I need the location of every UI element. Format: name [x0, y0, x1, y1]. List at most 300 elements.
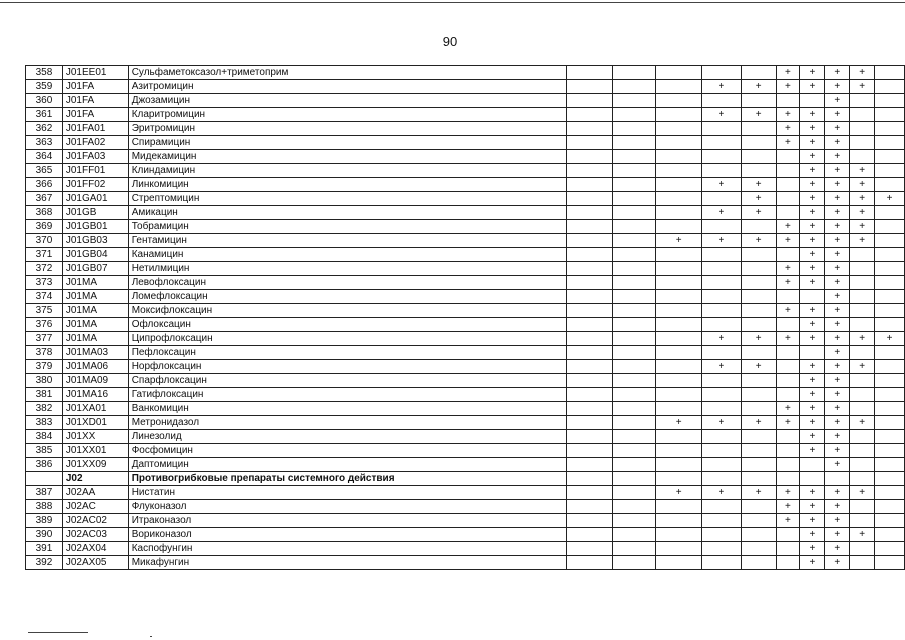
empty-mark-cell: [567, 80, 613, 94]
drug-name-cell: Эритромицин: [128, 122, 566, 136]
empty-mark-cell: [567, 528, 613, 542]
empty-mark-cell: [656, 430, 702, 444]
row-number-cell: 375: [26, 304, 63, 318]
atc-code-cell: J01FA: [62, 94, 128, 108]
row-number-cell: 387: [26, 486, 63, 500]
row-number-cell: 359: [26, 80, 63, 94]
empty-mark-cell: [850, 458, 875, 472]
empty-mark-cell: [567, 500, 613, 514]
atc-code-cell: J01GB07: [62, 262, 128, 276]
atc-code-cell: J01MA06: [62, 360, 128, 374]
table-row: [26, 514, 905, 528]
empty-mark-cell: [612, 178, 656, 192]
empty-mark-cell: [612, 234, 656, 248]
empty-mark-cell: [702, 458, 742, 472]
empty-mark-cell: [656, 178, 702, 192]
empty-mark-cell: [776, 150, 800, 164]
drug-name-cell: Офлоксацин: [128, 318, 566, 332]
empty-mark-cell: [741, 136, 776, 150]
plus-mark-cell: +: [825, 262, 850, 276]
plus-mark-cell: +: [825, 402, 850, 416]
empty-mark-cell: [612, 458, 656, 472]
plus-mark-cell: +: [800, 108, 825, 122]
drug-name-cell: Нистатин: [128, 486, 566, 500]
plus-mark-cell: +: [825, 542, 850, 556]
row-number-cell: 392: [26, 556, 63, 570]
empty-mark-cell: [776, 430, 800, 444]
plus-mark-cell: +: [800, 430, 825, 444]
empty-mark-cell: [612, 192, 656, 206]
empty-mark-cell: [656, 444, 702, 458]
empty-mark-cell: [875, 304, 905, 318]
empty-mark-cell: [776, 388, 800, 402]
empty-mark-cell: [850, 304, 875, 318]
drug-name-cell: Амикацин: [128, 206, 566, 220]
empty-mark-cell: [702, 220, 742, 234]
empty-mark-cell: [850, 374, 875, 388]
atc-code-cell: J01MA09: [62, 374, 128, 388]
empty-mark-cell: [875, 108, 905, 122]
table-row: [26, 66, 905, 80]
plus-mark-cell: +: [741, 486, 776, 500]
empty-mark-cell: [850, 122, 875, 136]
table-row: [26, 178, 905, 192]
plus-mark-cell: +: [825, 276, 850, 290]
plus-mark-cell: +: [800, 220, 825, 234]
plus-mark-cell: +: [800, 234, 825, 248]
empty-mark-cell: [850, 500, 875, 514]
empty-mark-cell: [850, 402, 875, 416]
empty-mark-cell: [567, 514, 613, 528]
drug-name-cell: Джозамицин: [128, 94, 566, 108]
plus-mark-cell: +: [800, 304, 825, 318]
empty-mark-cell: [567, 458, 613, 472]
plus-mark-cell: +: [850, 206, 875, 220]
row-number-cell: 360: [26, 94, 63, 108]
plus-mark-cell: +: [656, 234, 702, 248]
plus-mark-cell: +: [800, 66, 825, 80]
plus-mark-cell: +: [825, 136, 850, 150]
atc-code-cell: J02AX05: [62, 556, 128, 570]
empty-mark-cell: [875, 94, 905, 108]
empty-mark-cell: [567, 136, 613, 150]
empty-mark-cell: [776, 164, 800, 178]
row-number-cell: 390: [26, 528, 63, 542]
table-row: [26, 262, 905, 276]
table-row: [26, 542, 905, 556]
empty-mark-cell: [776, 290, 800, 304]
empty-mark-cell: [741, 122, 776, 136]
plus-mark-cell: +: [825, 304, 850, 318]
empty-mark-cell: [567, 542, 613, 556]
empty-mark-cell: [741, 220, 776, 234]
empty-mark-cell: [567, 192, 613, 206]
plus-mark-cell: +: [800, 178, 825, 192]
empty-mark-cell: [612, 430, 656, 444]
table-row: [26, 220, 905, 234]
empty-mark-cell: [702, 248, 742, 262]
empty-mark-cell: [656, 262, 702, 276]
drug-name-cell: Метронидазол: [128, 416, 566, 430]
empty-mark-cell: [612, 402, 656, 416]
plus-mark-cell: +: [800, 136, 825, 150]
row-number-cell: 366: [26, 178, 63, 192]
empty-mark-cell: [776, 472, 800, 486]
empty-mark-cell: [656, 164, 702, 178]
plus-mark-cell: +: [702, 178, 742, 192]
empty-mark-cell: [850, 472, 875, 486]
plus-mark-cell: +: [776, 122, 800, 136]
atc-code-cell: J01XD01: [62, 416, 128, 430]
table-row: [26, 304, 905, 318]
empty-mark-cell: [656, 80, 702, 94]
empty-mark-cell: [850, 150, 875, 164]
empty-mark-cell: [875, 318, 905, 332]
row-number-cell: 376: [26, 318, 63, 332]
plus-mark-cell: +: [776, 416, 800, 430]
empty-mark-cell: [875, 248, 905, 262]
plus-mark-cell: +: [825, 178, 850, 192]
row-number-cell: 373: [26, 276, 63, 290]
empty-mark-cell: [567, 486, 613, 500]
empty-mark-cell: [776, 528, 800, 542]
empty-mark-cell: [702, 542, 742, 556]
drug-name-cell: Противогрибковые препараты системного действия: [128, 472, 566, 486]
drug-name-cell: Стрептомицин: [128, 192, 566, 206]
plus-mark-cell: +: [850, 332, 875, 346]
empty-mark-cell: [567, 206, 613, 220]
atc-code-cell: J01MA03: [62, 346, 128, 360]
plus-mark-cell: +: [741, 178, 776, 192]
drug-name-cell: Фосфомицин: [128, 444, 566, 458]
empty-mark-cell: [612, 444, 656, 458]
empty-mark-cell: [612, 500, 656, 514]
plus-mark-cell: +: [850, 486, 875, 500]
empty-mark-cell: [875, 234, 905, 248]
plus-mark-cell: +: [702, 332, 742, 346]
drug-name-cell: Левофлоксацин: [128, 276, 566, 290]
atc-code-cell: J01XX09: [62, 458, 128, 472]
empty-mark-cell: [850, 248, 875, 262]
table-row: [26, 444, 905, 458]
empty-mark-cell: [741, 94, 776, 108]
empty-mark-cell: [567, 248, 613, 262]
drug-name-cell: Кларитромицин: [128, 108, 566, 122]
plus-mark-cell: +: [850, 416, 875, 430]
atc-code-cell: J01XX01: [62, 444, 128, 458]
empty-mark-cell: [702, 304, 742, 318]
empty-mark-cell: [612, 276, 656, 290]
empty-mark-cell: [741, 402, 776, 416]
empty-mark-cell: [800, 290, 825, 304]
empty-mark-cell: [776, 192, 800, 206]
empty-mark-cell: [875, 122, 905, 136]
drug-name-cell: Ципрофлоксацин: [128, 332, 566, 346]
plus-mark-cell: +: [702, 108, 742, 122]
plus-mark-cell: +: [741, 206, 776, 220]
drug-name-cell: Азитромицин: [128, 80, 566, 94]
plus-mark-cell: +: [825, 122, 850, 136]
empty-mark-cell: [702, 556, 742, 570]
empty-mark-cell: [567, 416, 613, 430]
table-row: [26, 458, 905, 472]
plus-mark-cell: +: [702, 360, 742, 374]
table-row: [26, 192, 905, 206]
row-number-cell: 382: [26, 402, 63, 416]
drug-name-cell: Линезолид: [128, 430, 566, 444]
row-number-cell: 378: [26, 346, 63, 360]
empty-mark-cell: [875, 486, 905, 500]
plus-mark-cell: +: [741, 192, 776, 206]
row-number-cell: 389: [26, 514, 63, 528]
empty-mark-cell: [741, 346, 776, 360]
empty-mark-cell: [741, 374, 776, 388]
empty-mark-cell: [656, 136, 702, 150]
empty-mark-cell: [656, 346, 702, 360]
plus-mark-cell: +: [800, 206, 825, 220]
empty-mark-cell: [702, 472, 742, 486]
table-row: [26, 528, 905, 542]
plus-mark-cell: +: [776, 486, 800, 500]
plus-mark-cell: +: [825, 290, 850, 304]
drug-name-cell: Канамицин: [128, 248, 566, 262]
plus-mark-cell: +: [875, 332, 905, 346]
empty-mark-cell: [612, 388, 656, 402]
empty-mark-cell: [741, 164, 776, 178]
empty-mark-cell: [567, 94, 613, 108]
empty-mark-cell: [656, 220, 702, 234]
table-body: [26, 66, 905, 570]
plus-mark-cell: +: [776, 262, 800, 276]
empty-mark-cell: [612, 80, 656, 94]
plus-mark-cell: +: [800, 374, 825, 388]
top-border-line: [0, 2, 905, 3]
table-row: [26, 108, 905, 122]
empty-mark-cell: [567, 150, 613, 164]
drug-name-cell: Ломефлоксацин: [128, 290, 566, 304]
plus-mark-cell: +: [825, 346, 850, 360]
plus-mark-cell: +: [825, 248, 850, 262]
empty-mark-cell: [875, 178, 905, 192]
drug-name-cell: Вориконазол: [128, 528, 566, 542]
empty-mark-cell: [656, 500, 702, 514]
plus-mark-cell: +: [875, 192, 905, 206]
atc-code-cell: J01MA16: [62, 388, 128, 402]
empty-mark-cell: [567, 346, 613, 360]
plus-mark-cell: +: [800, 486, 825, 500]
plus-mark-cell: +: [702, 416, 742, 430]
atc-code-cell: J02AC: [62, 500, 128, 514]
empty-mark-cell: [702, 402, 742, 416]
empty-mark-cell: [800, 472, 825, 486]
empty-mark-cell: [702, 94, 742, 108]
empty-mark-cell: [741, 248, 776, 262]
empty-mark-cell: [656, 304, 702, 318]
plus-mark-cell: +: [776, 66, 800, 80]
plus-mark-cell: +: [776, 80, 800, 94]
drug-name-cell: Итраконазол: [128, 514, 566, 528]
empty-mark-cell: [567, 234, 613, 248]
plus-mark-cell: +: [800, 80, 825, 94]
plus-mark-cell: +: [741, 108, 776, 122]
plus-mark-cell: +: [776, 304, 800, 318]
atc-code-cell: J01FF02: [62, 178, 128, 192]
plus-mark-cell: +: [850, 360, 875, 374]
drug-name-cell: Спирамицин: [128, 136, 566, 150]
plus-mark-cell: +: [800, 360, 825, 374]
row-number-cell: [26, 472, 63, 486]
empty-mark-cell: [656, 66, 702, 80]
empty-mark-cell: [875, 472, 905, 486]
plus-mark-cell: +: [800, 500, 825, 514]
empty-mark-cell: [850, 276, 875, 290]
drug-name-cell: Линкомицин: [128, 178, 566, 192]
empty-mark-cell: [875, 290, 905, 304]
atc-code-cell: J01FA: [62, 80, 128, 94]
empty-mark-cell: [656, 402, 702, 416]
empty-mark-cell: [656, 94, 702, 108]
empty-mark-cell: [656, 290, 702, 304]
plus-mark-cell: +: [776, 220, 800, 234]
empty-mark-cell: [702, 136, 742, 150]
empty-mark-cell: [612, 94, 656, 108]
atc-code-cell: J01FA01: [62, 122, 128, 136]
empty-mark-cell: [741, 388, 776, 402]
atc-code-cell: J02AX04: [62, 542, 128, 556]
plus-mark-cell: +: [825, 444, 850, 458]
empty-mark-cell: [875, 500, 905, 514]
empty-mark-cell: [800, 458, 825, 472]
drug-name-cell: Спарфлоксацин: [128, 374, 566, 388]
empty-mark-cell: [875, 444, 905, 458]
empty-mark-cell: [875, 374, 905, 388]
empty-mark-cell: [875, 164, 905, 178]
empty-mark-cell: [656, 122, 702, 136]
drug-name-cell: Микафунгин: [128, 556, 566, 570]
row-number-cell: 367: [26, 192, 63, 206]
plus-mark-cell: +: [776, 234, 800, 248]
table-row: [26, 150, 905, 164]
row-number-cell: 371: [26, 248, 63, 262]
empty-mark-cell: [612, 542, 656, 556]
plus-mark-cell: +: [702, 234, 742, 248]
empty-mark-cell: [850, 556, 875, 570]
row-number-cell: 372: [26, 262, 63, 276]
empty-mark-cell: [741, 262, 776, 276]
row-number-cell: 363: [26, 136, 63, 150]
table-row: [26, 136, 905, 150]
atc-code-cell: J01MA: [62, 318, 128, 332]
empty-mark-cell: [702, 262, 742, 276]
empty-mark-cell: [567, 388, 613, 402]
table-row: [26, 234, 905, 248]
empty-mark-cell: [776, 206, 800, 220]
row-number-cell: 380: [26, 374, 63, 388]
plus-mark-cell: +: [825, 206, 850, 220]
table-row: [26, 416, 905, 430]
bottom-footer-mark: [150, 636, 152, 637]
plus-mark-cell: +: [741, 360, 776, 374]
empty-mark-cell: [656, 192, 702, 206]
empty-mark-cell: [850, 136, 875, 150]
empty-mark-cell: [741, 290, 776, 304]
atc-code-cell: J01GB04: [62, 248, 128, 262]
empty-mark-cell: [567, 374, 613, 388]
empty-mark-cell: [612, 220, 656, 234]
empty-mark-cell: [741, 472, 776, 486]
atc-code-cell: J01FA03: [62, 150, 128, 164]
empty-mark-cell: [567, 360, 613, 374]
empty-mark-cell: [567, 220, 613, 234]
row-number-cell: 361: [26, 108, 63, 122]
empty-mark-cell: [741, 318, 776, 332]
drug-table: [25, 65, 905, 570]
empty-mark-cell: [567, 66, 613, 80]
row-number-cell: 383: [26, 416, 63, 430]
plus-mark-cell: +: [825, 94, 850, 108]
table-row: [26, 332, 905, 346]
plus-mark-cell: +: [825, 500, 850, 514]
empty-mark-cell: [850, 514, 875, 528]
empty-mark-cell: [702, 514, 742, 528]
row-number-cell: 385: [26, 444, 63, 458]
row-number-cell: 364: [26, 150, 63, 164]
empty-mark-cell: [741, 430, 776, 444]
empty-mark-cell: [741, 276, 776, 290]
empty-mark-cell: [741, 514, 776, 528]
drug-name-cell: Норфлоксацин: [128, 360, 566, 374]
table-row: [26, 206, 905, 220]
row-number-cell: 391: [26, 542, 63, 556]
table-row: [26, 94, 905, 108]
plus-mark-cell: +: [825, 318, 850, 332]
atc-code-cell: J01GA01: [62, 192, 128, 206]
atc-code-cell: J02AC03: [62, 528, 128, 542]
plus-mark-cell: +: [825, 360, 850, 374]
empty-mark-cell: [702, 444, 742, 458]
drug-name-cell: Гатифлоксацин: [128, 388, 566, 402]
empty-mark-cell: [612, 556, 656, 570]
table-row: [26, 388, 905, 402]
empty-mark-cell: [612, 290, 656, 304]
empty-mark-cell: [702, 430, 742, 444]
empty-mark-cell: [656, 388, 702, 402]
empty-mark-cell: [612, 360, 656, 374]
empty-mark-cell: [702, 374, 742, 388]
plus-mark-cell: +: [825, 66, 850, 80]
plus-mark-cell: +: [850, 80, 875, 94]
empty-mark-cell: [702, 276, 742, 290]
empty-mark-cell: [702, 318, 742, 332]
plus-mark-cell: +: [776, 332, 800, 346]
plus-mark-cell: +: [800, 164, 825, 178]
empty-mark-cell: [567, 444, 613, 458]
row-number-cell: 365: [26, 164, 63, 178]
plus-mark-cell: +: [825, 486, 850, 500]
empty-mark-cell: [612, 332, 656, 346]
empty-mark-cell: [567, 304, 613, 318]
empty-mark-cell: [741, 542, 776, 556]
plus-mark-cell: +: [800, 248, 825, 262]
drug-name-cell: Пефлоксацин: [128, 346, 566, 360]
row-number-cell: 384: [26, 430, 63, 444]
drug-name-cell: Гентамицин: [128, 234, 566, 248]
empty-mark-cell: [612, 304, 656, 318]
atc-code-cell: J01GB03: [62, 234, 128, 248]
row-number-cell: 362: [26, 122, 63, 136]
plus-mark-cell: +: [825, 430, 850, 444]
atc-code-cell: J02AC02: [62, 514, 128, 528]
